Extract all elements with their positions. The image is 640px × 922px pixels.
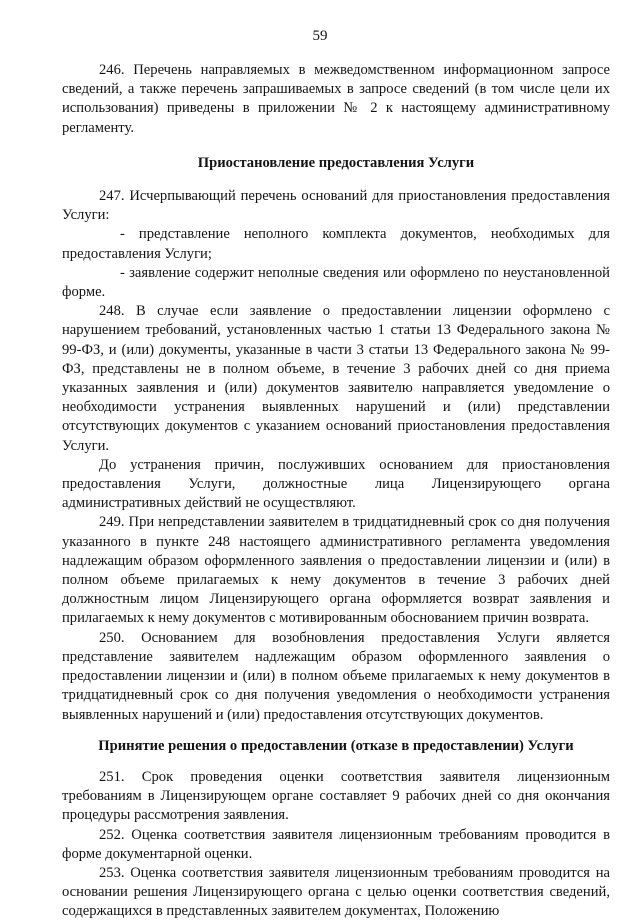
paragraph-248-continuation: До устранения причин, послуживших основанием для приостановления предоставления Услуги, должностные лица Лицензирующего органа административных действий не осуществляют. xyxy=(62,456,610,512)
heading-decision: Принятие решения о предоставлении (отказе в предоставлении) Услуги xyxy=(98,737,574,754)
heading-suspension: Приостановление предоставления Услуги xyxy=(197,154,475,171)
document-body xyxy=(62,61,610,922)
paragraph-247: 247. Исчерпывающий перечень оснований для приостановления предоставления Услуги: xyxy=(62,188,610,224)
paragraph-247-item-2: - заявление содержит неполные сведения или оформлено по неустановленной форме. xyxy=(62,264,610,301)
paragraph-249: 249. При непредставлении заявителем в тридцатидневный срок со дня получения указанного в пункте 248 настоящего административного регламента уведомления надлежащим образом оформленного заявления о предоставлении лицензии и (или) в полном объеме прилагаемых к нему документов в течение 3 рабочих дней должностным лицом Лицензирующего органа оформляется возврат заявления и прилагаемых к нему документов с мотивированным обоснованием причин возврата. xyxy=(62,514,610,627)
paragraph-252: 252. Оценка соответствия заявителя лицензионным требованиям проводится в форме документарной оценки. xyxy=(62,826,610,862)
paragraph-246: 246. Перечень направляемых в межведомственном информационном запросе сведений, а также перечень запрашиваемых в запросе сведений (в том числе цели их использования) приведены в приложении № 2 к настоящему административному регламенту. xyxy=(62,62,610,136)
paragraph-248: 248. В случае если заявление о предоставлении лицензии оформлено с нарушением требований, установленных частью 1 статьи 13 Федерального закона № 99-ФЗ, и (или) документы, указанные в части 3 статьи 13 Федерального закона № 99-ФЗ, представлены не в полном объеме, в течение 3 рабочих дней со дня приема указанных заявления и (или) документов заявителю направляется уведомление о необходимости устранения выявленных нарушений и (или) представлении отсутствующих документов с указанием оснований приостановления предоставления Услуги. xyxy=(62,303,610,454)
paragraph-251: 251. Срок проведения оценки соответствия заявителя лицензионным требованиям в Лицензирующем органе составляет 9 рабочих дней со дня окончания процедуры рассмотрения заявления. xyxy=(62,768,610,824)
paragraph-253: 253. Оценка соответствия заявителя лицензионным требованиям проводится на основании решения Лицензирующего органа с целью оценки соответствия сведений, содержащихся в представленных заявителем документах, Положению xyxy=(62,864,610,920)
page-number: 59 xyxy=(312,28,328,44)
paragraph-247-item-1: - представление неполного комплекта документов, необходимых для предоставления Услуги; xyxy=(62,226,610,262)
paragraph-250: 250. Основанием для возобновления предоставления Услуги является представление заявителем надлежащим образом оформленного заявления о предоставлении лицензии и (или) в полном объеме прилагаемых к нему документов в тридцатидневный срок со дня получения уведомления о необходимости устранения выявленных нарушений и (или) предоставления отсутствующих документов. xyxy=(62,629,610,723)
